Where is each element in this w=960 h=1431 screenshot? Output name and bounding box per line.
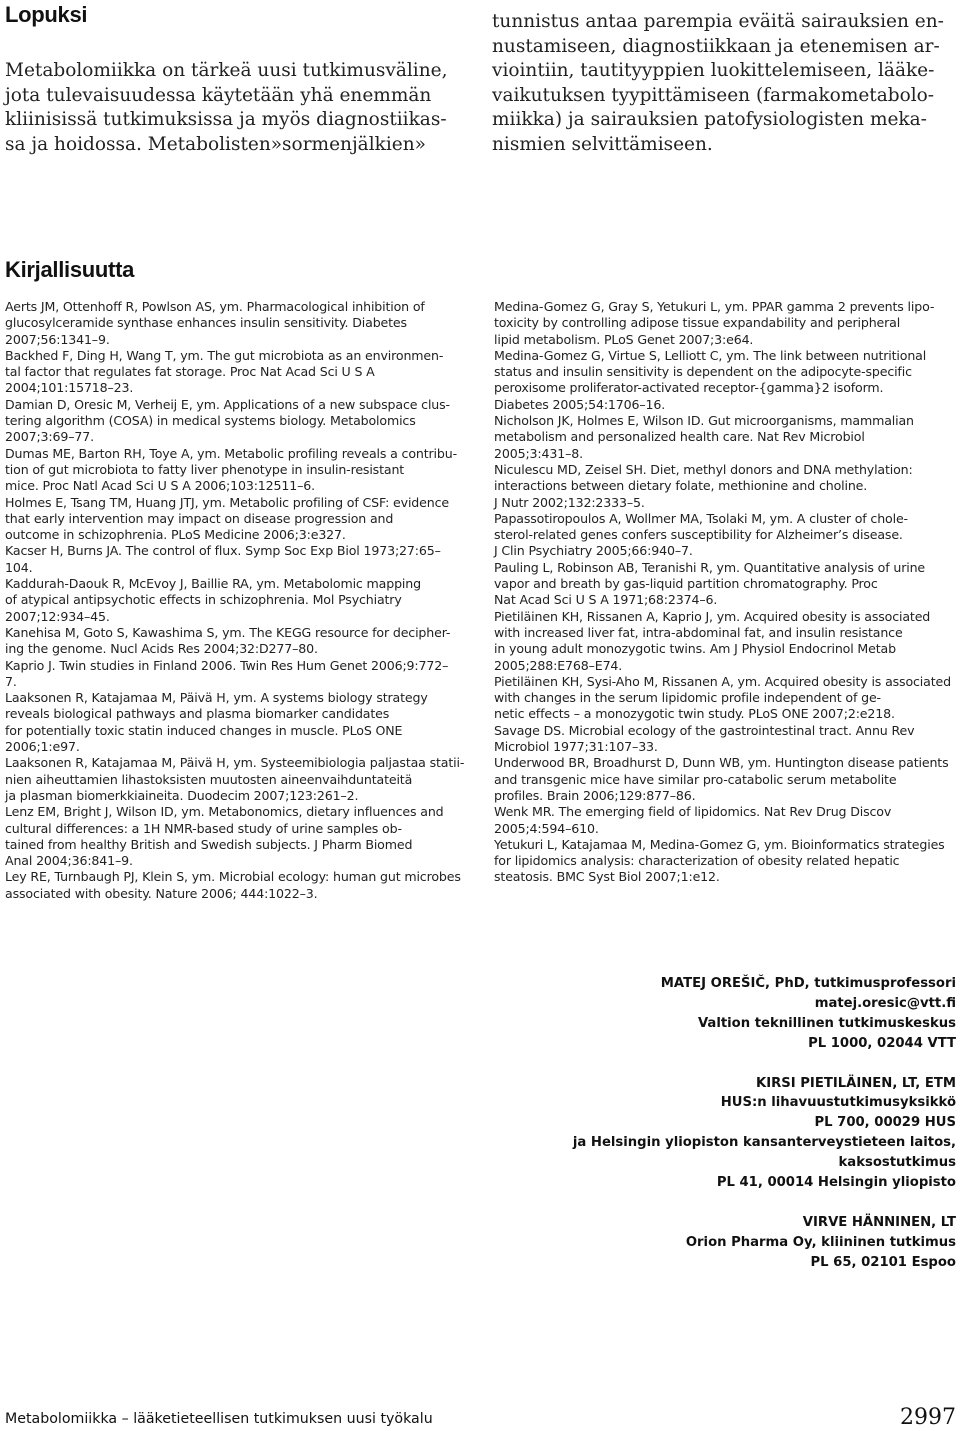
text-line: 2005;288:E768–E74.: [494, 657, 623, 673]
text-line: reveals biological pathways and plasma biomarker candidates: [5, 706, 390, 722]
text-line: PL 700, 00029 HUS: [814, 1115, 956, 1131]
text-line: nien aiheuttamien lihastoksisten muutosten aineenvaihduntateitä: [5, 771, 413, 787]
text-line: Lenz EM, Bright J, Wilson ID, ym. Metabonomics, dietary influences and: [5, 804, 444, 820]
text-line: with increased liver fat, intra-abdominal fat, and insulin resistance: [494, 624, 903, 640]
text-line: sa ja hoidossa. Metabolisten»sormenjälkien»: [5, 133, 426, 155]
text-line: Holmes E, Tsang TM, Huang JTJ, ym. Metabolic profiling of CSF: evidence: [5, 494, 449, 510]
reference-entry: [494, 609, 956, 674]
conclusion-text-right: [492, 10, 954, 157]
text-line: vapor and breath by gas-liquid partition chromatography. Proc: [494, 576, 878, 592]
text-line: 2007;3:69–77.: [5, 429, 94, 445]
text-line: for lipidomics analysis: characterization of obesity related hepatic: [494, 853, 900, 869]
reference-entry: [494, 560, 956, 609]
text-line: Kacser H, Burns JA. The control of flux. Symp Soc Exp Biol 1973;27:65–: [5, 543, 441, 559]
text-line: Niculescu MD, Zeisel SH. Diet, methyl donors and DNA methylation:: [494, 461, 913, 477]
reference-entry: [5, 397, 467, 446]
text-line: Diabetes 2005;54:1706–16.: [494, 396, 666, 412]
text-line: vaikutuksen tyypittämiseen (farmakometabolo-: [492, 84, 935, 106]
reference-entry: [494, 723, 956, 756]
text-line: tering algorithm (COSA) in medical systems biology. Metabolomics: [5, 413, 416, 429]
text-line: 2007;56:1341–9.: [5, 331, 110, 347]
reference-entry: [5, 348, 467, 397]
text-line: mice. Proc Natl Acad Sci U S A 2006;103:12511–6.: [5, 478, 315, 494]
reference-entry: [494, 804, 956, 837]
text-line: netic effects – a monozygotic twin study. PLoS ONE 2007;2:e218.: [494, 706, 895, 722]
text-line: 7.: [5, 673, 17, 689]
text-line: nustamiseen, diagnostiikkaan ja etenemisen ar-: [492, 35, 940, 57]
text-line: tained from healthy British and Swedish subjects. J Pharm Biomed: [5, 836, 413, 852]
reference-entry: [494, 348, 956, 413]
text-line: steatosis. BMC Syst Biol 2007;1:e12.: [494, 869, 720, 885]
reference-entry: [5, 446, 467, 495]
text-line: Anal 2004;36:841–9.: [5, 853, 133, 869]
reference-entry: [494, 462, 956, 511]
text-line: Medina-Gomez G, Gray S, Yetukuri L, ym. PPAR gamma 2 prevents lipo-: [494, 299, 935, 314]
text-line: status and insulin sensitivity is dependent on the adipocyte-specific: [494, 364, 912, 380]
text-line: Metabolomiikka on tärkeä uusi tutkimusväline,: [5, 60, 448, 81]
text-line: KIRSI PIETILÄINEN, LT, ETM: [755, 1075, 956, 1091]
author-affiliations: [486, 974, 956, 1292]
text-line: Ley RE, Turnbaugh PJ, Klein S, ym. Microbial ecology: human gut microbes: [5, 869, 461, 885]
section-heading-references: Kirjallisuutta: [5, 257, 135, 282]
text-line: viointiin, tautityyppien luokittelemiseen, lääke-: [492, 60, 935, 81]
text-line: Valtion teknillinen tutkimuskeskus: [697, 1015, 956, 1031]
page-number: 2997: [900, 1405, 956, 1430]
reference-entry: [494, 413, 956, 462]
reference-entry: [494, 674, 956, 723]
reference-list-right: [494, 299, 956, 886]
text-line: outcome in schizophrenia. PLoS Medicine 2006;3:e327.: [5, 527, 346, 543]
reference-entry: [5, 690, 467, 755]
text-line: nismien selvittämiseen.: [492, 133, 713, 155]
text-line: jota tulevaisuudessa käytetään yhä enemmän: [5, 84, 432, 106]
text-line: lipid metabolism. PLoS Genet 2007;3:e64.: [494, 331, 754, 347]
text-line: with changes in the serum lipidomic profile independent of ge-: [494, 690, 881, 706]
text-line: 104.: [5, 559, 33, 575]
text-line: tunnistus antaa parempia eväitä sairauksien en-: [492, 11, 944, 32]
text-line: 2005;4:594–610.: [494, 820, 599, 836]
text-line: kliinisissä tutkimuksissa ja myös diagnostiikas-: [5, 109, 447, 130]
text-line: HUS:n lihavuustutkimusyksikkö: [720, 1095, 956, 1111]
reference-entry: [5, 495, 467, 544]
text-line: Kanehisa M, Goto S, Kawashima S, ym. The KEGG resource for decipher-: [5, 624, 451, 640]
text-line: VIRVE HÄNNINEN, LT: [802, 1214, 956, 1230]
text-line: 2004;101:15718–23.: [5, 380, 134, 396]
text-line: for potentially toxic statin induced changes in muscle. PLoS ONE: [5, 722, 403, 738]
reference-entry: [494, 755, 956, 804]
conclusion-text-left: [5, 59, 467, 157]
text-line: PL 65, 02101 Espoo: [810, 1254, 956, 1270]
reference-entry: [5, 625, 467, 658]
text-line: J Clin Psychiatry 2005;66:940–7.: [494, 543, 693, 559]
text-line: ja Helsingin yliopiston kansanterveystieteen laitos,: [572, 1135, 956, 1151]
text-line: of atypical antipsychotic effects in schizophrenia. Mol Psychiatry: [5, 592, 402, 608]
reference-entry: [5, 299, 467, 348]
text-line: metabolism and personalized health care. Nat Rev Microbiol: [494, 429, 865, 445]
text-line: PL 1000, 02044 VTT: [808, 1035, 956, 1051]
text-line: PL 41, 00014 Helsingin yliopisto: [716, 1175, 956, 1191]
text-line: Wenk MR. The emerging field of lipidomics. Nat Rev Drug Discov: [494, 804, 892, 820]
author-entry: [486, 974, 956, 1054]
text-line: Underwood BR, Broadhurst D, Dunn WB, ym. Huntington disease patients: [494, 755, 949, 771]
text-line: interactions between dietary folate, methionine and choline.: [494, 478, 868, 494]
text-line: 2007;12:934–45.: [5, 608, 110, 624]
reference-entry: [5, 755, 467, 804]
text-line: cultural differences: a 1H NMR-based study of urine samples ob-: [5, 820, 402, 836]
text-line: Nicholson JK, Holmes E, Wilson ID. Gut microorganisms, mammalian: [494, 413, 914, 429]
text-line: Papassotiropoulos A, Wollmer MA, Tsolaki M, ym. A cluster of chole-: [494, 510, 908, 526]
running-title: Metabolomiikka – lääketieteellisen tutkimuksen uusi työkalu: [5, 1411, 433, 1427]
text-line: Damian D, Oresic M, Verheij E, ym. Applications of a new subspace clus-: [5, 396, 450, 412]
text-line: Aerts JM, Ottenhoff R, Powlson AS, ym. Pharmacological inhibition of: [5, 299, 425, 314]
text-line: associated with obesity. Nature 2006; 444:1022–3.: [5, 885, 318, 901]
reference-entry: [5, 543, 467, 576]
text-line: Pietiläinen KH, Sysi-Aho M, Rissanen A, ym. Acquired obesity is associated: [494, 673, 951, 689]
reference-entry: [5, 869, 467, 902]
author-entry: [486, 1074, 956, 1193]
text-line: Pauling L, Robinson AB, Teranishi R, ym. Quantitative analysis of urine: [494, 559, 926, 575]
text-line: Pietiläinen KH, Rissanen A, Kaprio J, ym. Acquired obesity is associated: [494, 608, 931, 624]
text-line: Nat Acad Sci U S A 1971;68:2374–6.: [494, 592, 718, 608]
text-line: ing the genome. Nucl Acids Res 2004;32:D277–80.: [5, 641, 318, 657]
text-line: Kaddurah-Daouk R, McEvoy J, Baillie RA, ym. Metabolomic mapping: [5, 576, 421, 592]
text-line: miikka) ja sairauksien patofysiologisten meka-: [492, 109, 927, 130]
text-line: Laaksonen R, Katajamaa M, Päivä H, ym. Systeemibiologia paljastaa statii-: [5, 755, 465, 771]
text-line: Dumas ME, Barton RH, Toye A, ym. Metabolic profiling reveals a contribu-: [5, 445, 457, 461]
section-heading-conclusion: Lopuksi: [5, 2, 88, 27]
text-line: Medina-Gomez G, Virtue S, Lelliott C, ym. The link between nutritional: [494, 347, 927, 363]
text-line: that early intervention may impact on disease progression and: [5, 510, 394, 526]
reference-entry: [5, 804, 467, 869]
reference-list-left: [5, 299, 467, 902]
text-line: kaksostutkimus: [838, 1155, 956, 1171]
text-line: Kaprio J. Twin studies in Finland 2006. Twin Res Hum Genet 2006;9:772–: [5, 657, 449, 673]
text-line: Microbiol 1977;31:107–33.: [494, 739, 658, 755]
text-line: matej.oresic@vtt.fi: [814, 995, 956, 1011]
text-line: peroxisome proliferator-activated receptor-{gamma}2 isoform.: [494, 380, 884, 396]
text-line: Yetukuri L, Katajamaa M, Medina-Gomez G, ym. Bioinformatics strategies: [494, 836, 945, 852]
text-line: tion of gut microbiota to fatty liver phenotype in insulin-resistant: [5, 461, 405, 477]
text-line: and transgenic mice have similar pro-catabolic serum metabolite: [494, 771, 897, 787]
text-line: sterol-related genes confers susceptibility for Alzheimer’s disease.: [494, 527, 903, 543]
text-line: Savage DS. Microbial ecology of the gastrointestinal tract. Annu Rev: [494, 722, 915, 738]
reference-entry: [494, 299, 956, 348]
text-line: Backhed F, Ding H, Wang T, ym. The gut microbiota as an environmen-: [5, 347, 444, 363]
reference-entry: [5, 658, 467, 691]
reference-entry: [494, 837, 956, 886]
text-line: Orion Pharma Oy, kliininen tutkimus: [685, 1234, 956, 1250]
text-line: in young adult monozygotic twins. Am J Physiol Endocrinol Metab: [494, 641, 896, 657]
text-line: ja plasman biomerkkiaineita. Duodecim 2007;123:261–2.: [5, 787, 359, 803]
text-line: profiles. Brain 2006;129:877–86.: [494, 787, 696, 803]
text-line: glucosylceramide synthase enhances insulin sensitivity. Diabetes: [5, 315, 407, 331]
text-line: MATEJ OREŠIČ, PhD, tutkimusprofessori: [660, 976, 956, 991]
reference-entry: [5, 576, 467, 625]
text-line: J Nutr 2002;132:2333–5.: [494, 494, 645, 510]
author-entry: [486, 1213, 956, 1273]
text-line: 2006;1:e97.: [5, 739, 80, 755]
text-line: tal factor that regulates fat storage. Proc Nat Acad Sci U S A: [5, 364, 375, 380]
text-line: 2005;3:431–8.: [494, 445, 583, 461]
text-line: Laaksonen R, Katajamaa M, Päivä H, ym. A systems biology strategy: [5, 690, 428, 706]
reference-entry: [494, 511, 956, 560]
text-line: toxicity by controlling adipose tissue expandability and peripheral: [494, 315, 901, 331]
